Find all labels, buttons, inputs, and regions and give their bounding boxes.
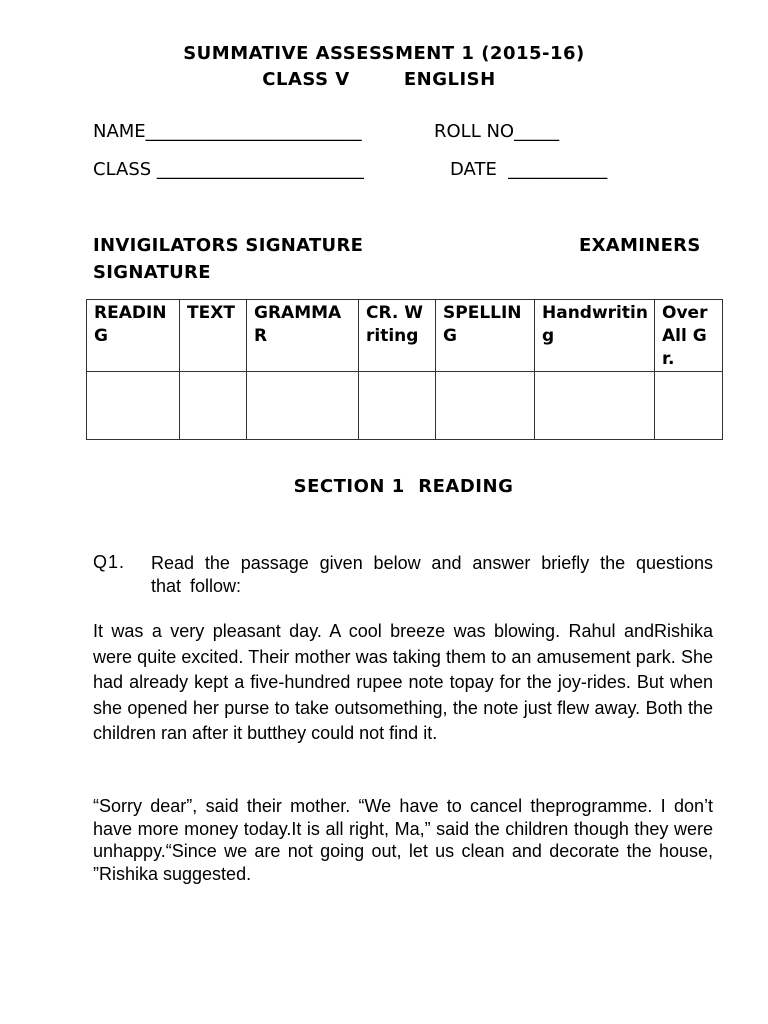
invigilator-signature-label: INVIGILATORS SIGNATURE (93, 235, 364, 256)
class-subject-line: CLASS V ENGLISH (262, 69, 496, 90)
date-field: DATE ___________ (450, 159, 608, 180)
examiner-signature-label: EXAMINERS (579, 235, 701, 256)
cell-overall-grade (655, 372, 723, 440)
cell-creative-writing (359, 372, 436, 440)
col-handwriting: Handwriting (535, 300, 655, 372)
cell-reading (87, 372, 180, 440)
passage-paragraph-2: “Sorry dear”, said their mother. “We have to cancel theprogramme. I don’t have more money today.It is all right, Ma,” said the children though they were unhappy.“Since we are not going out, let us clean and decorate the house, ”Rishika suggested. (93, 796, 713, 884)
col-reading: READING (87, 300, 180, 372)
exam-title: SUMMATIVE ASSESSMENT 1 (2015-16) (183, 43, 585, 64)
marks-entry-row (87, 372, 723, 440)
marks-table (86, 299, 723, 440)
col-grammar: GRAMMAR (247, 300, 359, 372)
col-spelling: SPELLING (436, 300, 535, 372)
signature-word: SIGNATURE (93, 262, 211, 283)
name-field: NAME________________________ (93, 121, 362, 142)
marks-header-row (87, 300, 723, 372)
question-text: Read the passage given below and answer briefly the questions that follow: (151, 553, 713, 596)
col-creative-writing: CR. Writing (359, 300, 436, 372)
col-overall-grade: Over All Gr. (655, 300, 723, 372)
col-text: TEXT (180, 300, 247, 372)
question-number: Q1. (93, 552, 126, 572)
cell-grammar (247, 372, 359, 440)
cell-text (180, 372, 247, 440)
cell-handwriting (535, 372, 655, 440)
passage-paragraph-1: It was a very pleasant day. A cool breeze was blowing. Rahul andRishika were quite excited. Their mother was taking them to an amusement park. She had already kept a five-hundred rupee note topay for the joy-rides. But when she opened her purse to take outsomething, the note just flew away. Both the children ran after it butthey could not find it. (93, 621, 713, 743)
roll-no-field: ROLL NO_____ (434, 121, 560, 142)
section-heading: SECTION 1 READING (293, 476, 514, 497)
class-field: CLASS _______________________ (93, 159, 364, 180)
cell-spelling (436, 372, 535, 440)
